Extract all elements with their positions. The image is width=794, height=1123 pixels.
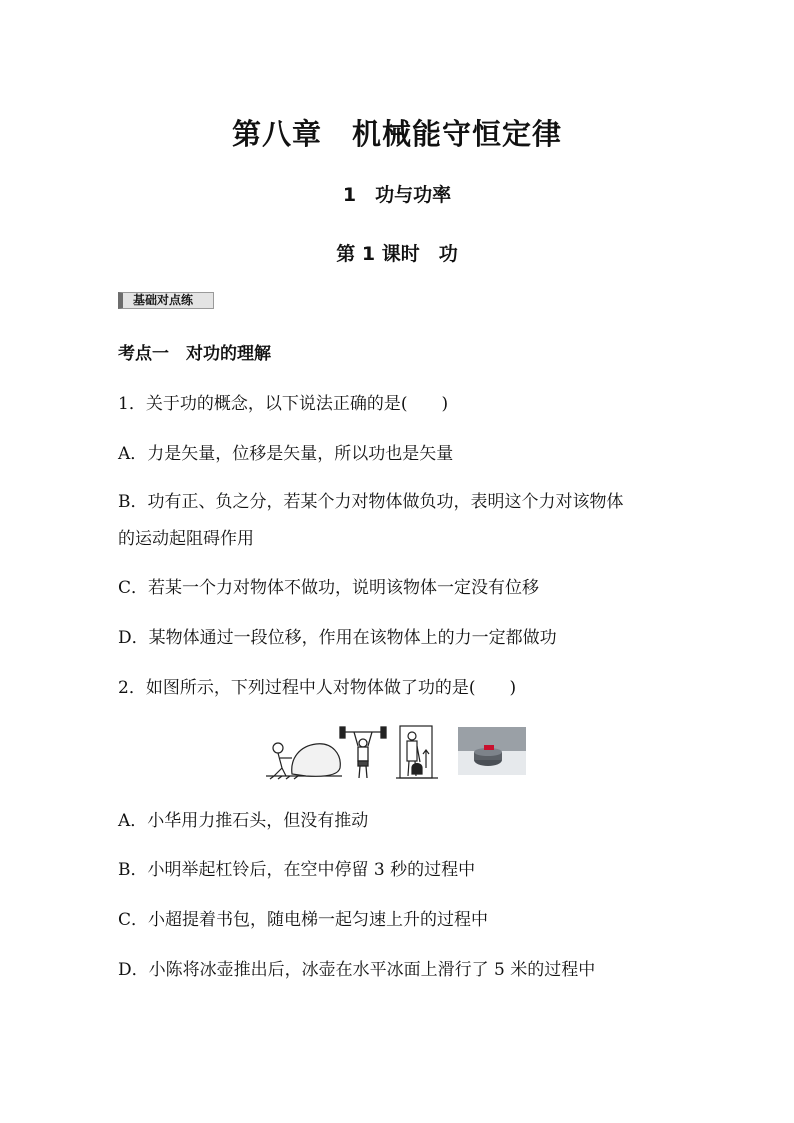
pushing-rock-illustration xyxy=(266,743,342,779)
q2-option-d: D．小陈将冰壶推出后，冰壶在水平冰面上滑行了 5 米的过程中 xyxy=(118,960,596,980)
q2-option-c: C．小超提着书包，随电梯一起匀速上升的过程中 xyxy=(118,910,489,930)
q1-option-b-line2: 的运动起阻碍作用 xyxy=(118,529,254,549)
q1-option-b-line1: B．功有正、负之分，若某个力对物体做负功，表明这个力对该物体 xyxy=(118,492,624,512)
q1-option-c: C．若某一个力对物体不做功，说明该物体一定没有位移 xyxy=(118,578,540,598)
section-title: 1 功与功率 xyxy=(342,184,452,206)
lesson-title: 第 1 课时 功 xyxy=(336,243,458,265)
elevator-bag-illustration xyxy=(396,726,438,778)
weightlifter-illustration xyxy=(340,727,386,778)
chapter-title: 第八章 机械能守恒定律 xyxy=(231,117,562,151)
exercise-tag: 基础对点练 xyxy=(118,292,214,309)
q2-option-b: B．小明举起杠铃后，在空中停留 3 秒的过程中 xyxy=(118,860,476,880)
q2-figure xyxy=(262,724,528,780)
topic-heading: 考点一 对功的理解 xyxy=(118,344,271,364)
q1-option-d: D．某物体通过一段位移，作用在该物体上的力一定都做功 xyxy=(118,628,557,648)
q2-option-a: A．小华用力推石头，但没有推动 xyxy=(118,811,369,831)
q1-option-a: A．力是矢量，位移是矢量，所以功也是矢量 xyxy=(118,444,454,464)
curling-stone-photo xyxy=(458,727,526,775)
q1-stem: 1．关于功的概念，以下说法正确的是( ) xyxy=(118,394,449,414)
q2-stem: 2．如图所示，下列过程中人对物体做了功的是( ) xyxy=(118,678,517,698)
